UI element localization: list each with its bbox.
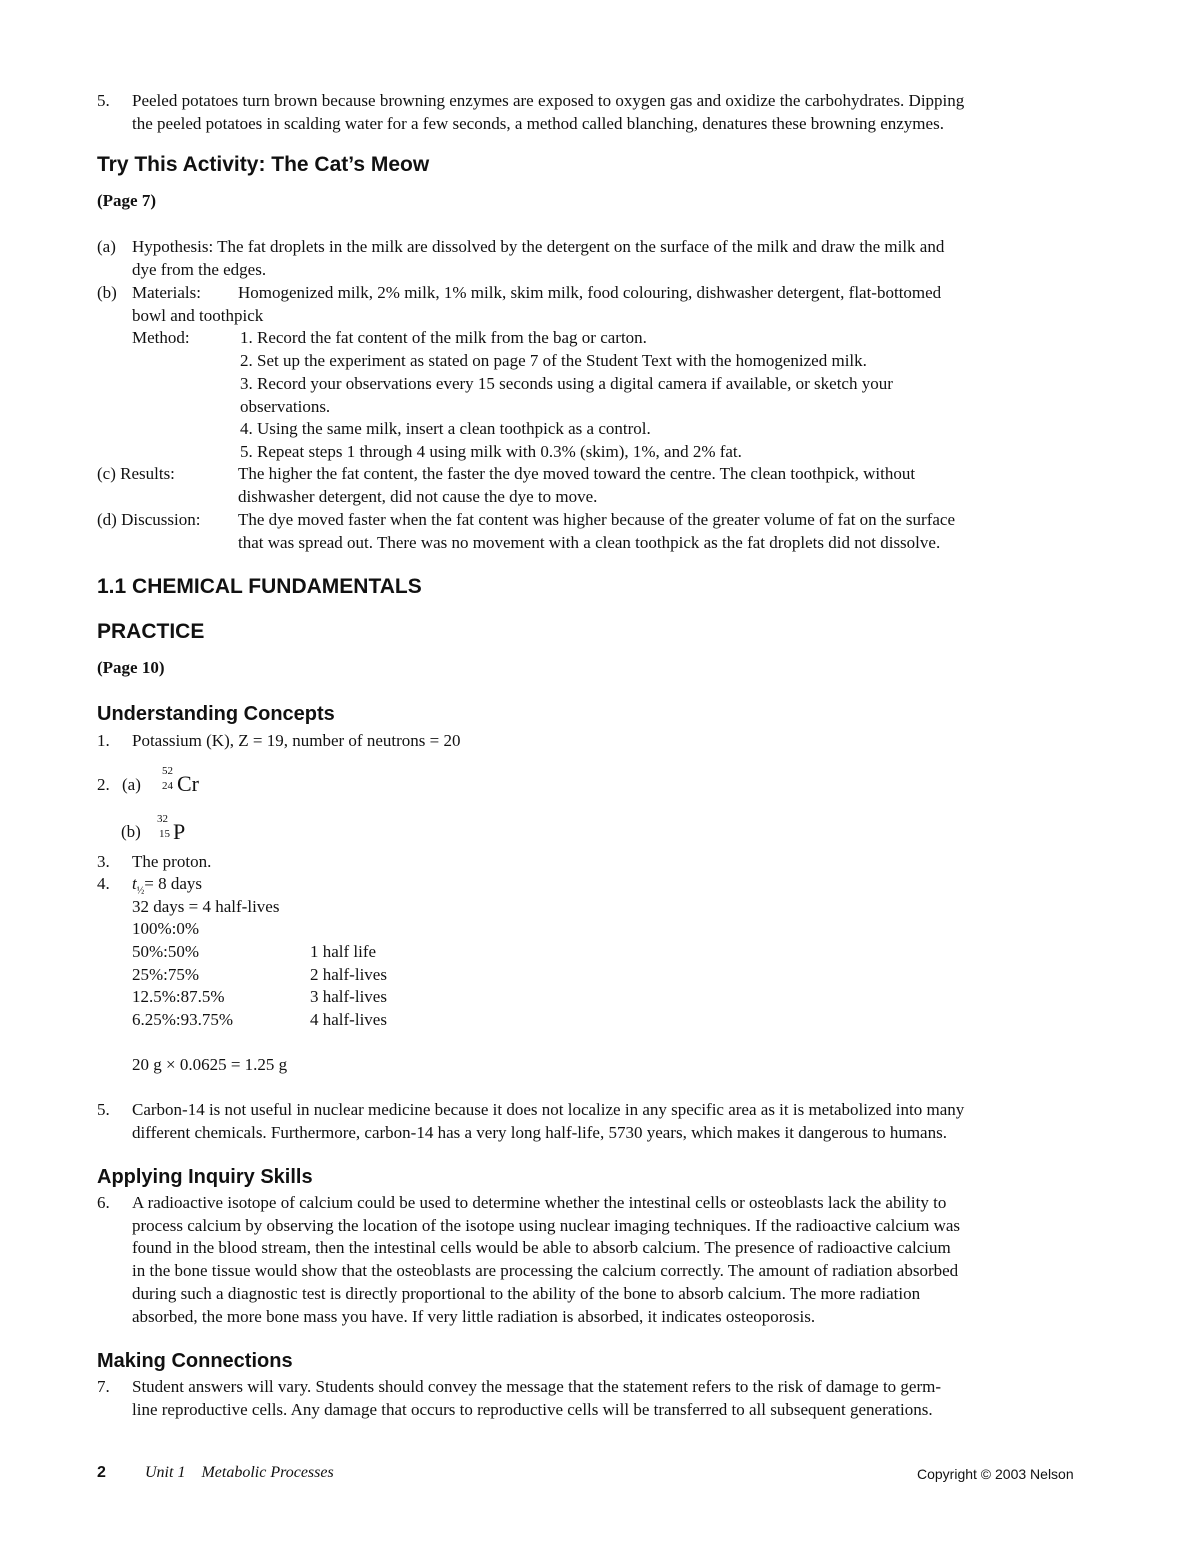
answer-line: line reproductive cells. Any damage that occurs to reproductive cells will be transferred to all subsequent generations.	[132, 1400, 933, 1419]
section-title: 1.1 CHEMICAL FUNDAMENTALS	[97, 575, 422, 598]
hypothesis-line: dye from the edges.	[132, 260, 267, 279]
hypothesis-line: Hypothesis: The fat droplets in the milk are dissolved by the detergent on the surface of the milk and draw the milk and	[132, 237, 945, 256]
paragraph-line: Peeled potatoes turn brown because browning enzymes are exposed to oxygen gas and oxidize the carbohydrates. Dipping	[132, 91, 965, 110]
answer-line: Student answers will vary. Students should convey the message that the statement refers to the risk of damage to germ-	[132, 1377, 942, 1396]
subsection-heading: Understanding Concepts	[97, 703, 335, 725]
method-step: 3. Record your observations every 15 seconds using a digital camera if available, or sketch your	[240, 374, 893, 393]
activity-heading: Try This Activity: The Cat’s Meow	[97, 153, 430, 176]
answer-line: Carbon-14 is not useful in nuclear medicine because it does not localize in any specific area as it is metabolized into many	[132, 1100, 965, 1119]
question-number: 3.	[97, 852, 110, 871]
discussion-line: The dye moved faster when the fat content was higher because of the greater volume of fat on the surface	[238, 510, 956, 529]
results-line: dishwasher detergent, did not cause the dye to move.	[238, 487, 598, 506]
question-number: 5.	[97, 1100, 110, 1119]
atomic-number: 15	[159, 828, 170, 840]
sub-label: (b)	[121, 822, 141, 841]
question-number: 1.	[97, 731, 110, 750]
materials-label: Materials:	[132, 283, 201, 302]
discussion-label: (d) Discussion:	[97, 510, 201, 529]
results-line: The higher the fat content, the faster the dye moved toward the centre. The clean toothpick, without	[238, 464, 916, 483]
answer-text: 32 days = 4 half-lives	[132, 897, 280, 916]
method-label: Method:	[132, 328, 190, 347]
answer-line: found in the blood stream, then the intestinal cells would be able to absorb calcium. The presence of radioactive calcium	[132, 1238, 951, 1257]
ratio-cell: 6.25%:93.75%	[132, 1010, 234, 1029]
paragraph-line: the peeled potatoes in scalding water for a few seconds, a method called blanching, denatures these browning enzymes.	[132, 114, 944, 133]
atomic-number: 24	[162, 780, 173, 792]
materials-line: bowl and toothpick	[132, 306, 264, 325]
ratio-cell: 25%:75%	[132, 965, 200, 984]
item-label: (b)	[97, 283, 117, 302]
subsection-heading: Making Connections	[97, 1350, 293, 1372]
answer-text: The proton.	[132, 852, 212, 871]
subsection-heading: Applying Inquiry Skills	[97, 1166, 313, 1188]
answer-line: absorbed, the more bone mass you have. If very little radiation is absorbed, it indicates osteoporosis.	[132, 1307, 816, 1326]
item-number: 5.	[97, 91, 110, 110]
nuclide-p	[157, 813, 197, 843]
ratio-cell: 50%:50%	[132, 942, 200, 961]
method-step: 4. Using the same milk, insert a clean toothpick as a control.	[240, 419, 651, 438]
discussion-line: that was spread out. There was no movement with a clean toothpick as the fat droplets did not dissolve.	[238, 533, 941, 552]
unit-title: Unit 1 Metabolic Processes	[145, 1464, 334, 1481]
question-number: 2.	[97, 775, 110, 794]
answer-line: different chemicals. Furthermore, carbon-14 has a very long half-life, 5730 years, which makes it dangerous to humans.	[132, 1123, 947, 1142]
method-step: 1. Record the fat content of the milk from the bag or carton.	[240, 328, 647, 347]
answer-line: in the bone tissue would show that the osteoblasts are processing the calcium correctly. The amount of radiation absorbed	[132, 1261, 959, 1280]
results-label: (c) Results:	[97, 464, 175, 483]
mass-number: 52	[162, 765, 173, 777]
lives-cell: 1 half life	[310, 942, 377, 961]
answer-text: Potassium (K), Z = 19, number of neutrons = 20	[132, 731, 461, 750]
ratio-cell: 12.5%:87.5%	[132, 987, 225, 1006]
page-reference: (Page 10)	[97, 658, 165, 677]
nuclide-cr	[160, 765, 210, 795]
answer-line: process calcium by observing the location of the isotope using nuclear imaging techniques. If the radioactive calcium was	[132, 1216, 961, 1235]
method-step: 2. Set up the experiment as stated on page 7 of the Student Text with the homogenized milk.	[240, 351, 867, 370]
element-symbol: P	[173, 819, 186, 844]
lives-cell: 3 half-lives	[310, 987, 387, 1006]
calculation: 20 g × 0.0625 = 1.25 g	[132, 1055, 288, 1074]
copyright: Copyright © 2003 Nelson	[917, 1466, 1074, 1482]
sub-label: (a)	[122, 775, 141, 794]
answer-line: A radioactive isotope of calcium could be used to determine whether the intestinal cells or osteoblasts lack the ability to	[132, 1193, 947, 1212]
lives-cell: 2 half-lives	[310, 965, 387, 984]
answer-text: 100%:0%	[132, 919, 200, 938]
half-life-symbol: t	[132, 874, 137, 893]
item-label: (a)	[97, 237, 116, 256]
mass-number: 32	[157, 813, 168, 825]
lives-cell: 4 half-lives	[310, 1010, 387, 1029]
page-reference: (Page 7)	[97, 191, 157, 210]
page-number: 2	[97, 1464, 106, 1481]
practice-heading: PRACTICE	[97, 620, 205, 643]
method-step: observations.	[240, 397, 331, 416]
element-symbol: Cr	[177, 771, 199, 796]
answer-line: during such a diagnostic test is directly proportional to the ability of the bone to absorb calcium. The more radiation	[132, 1284, 921, 1303]
question-number: 7.	[97, 1377, 110, 1396]
half-life-value: = 8 days	[144, 874, 202, 893]
method-step: 5. Repeat steps 1 through 4 using milk with 0.3% (skim), 1%, and 2% fat.	[240, 442, 742, 461]
materials-line: Homogenized milk, 2% milk, 1% milk, skim milk, food colouring, dishwasher detergent, flat-bottomed	[238, 283, 942, 302]
question-number: 4.	[97, 874, 110, 893]
half-life-subscript: ½	[136, 885, 145, 897]
question-number: 6.	[97, 1193, 110, 1212]
